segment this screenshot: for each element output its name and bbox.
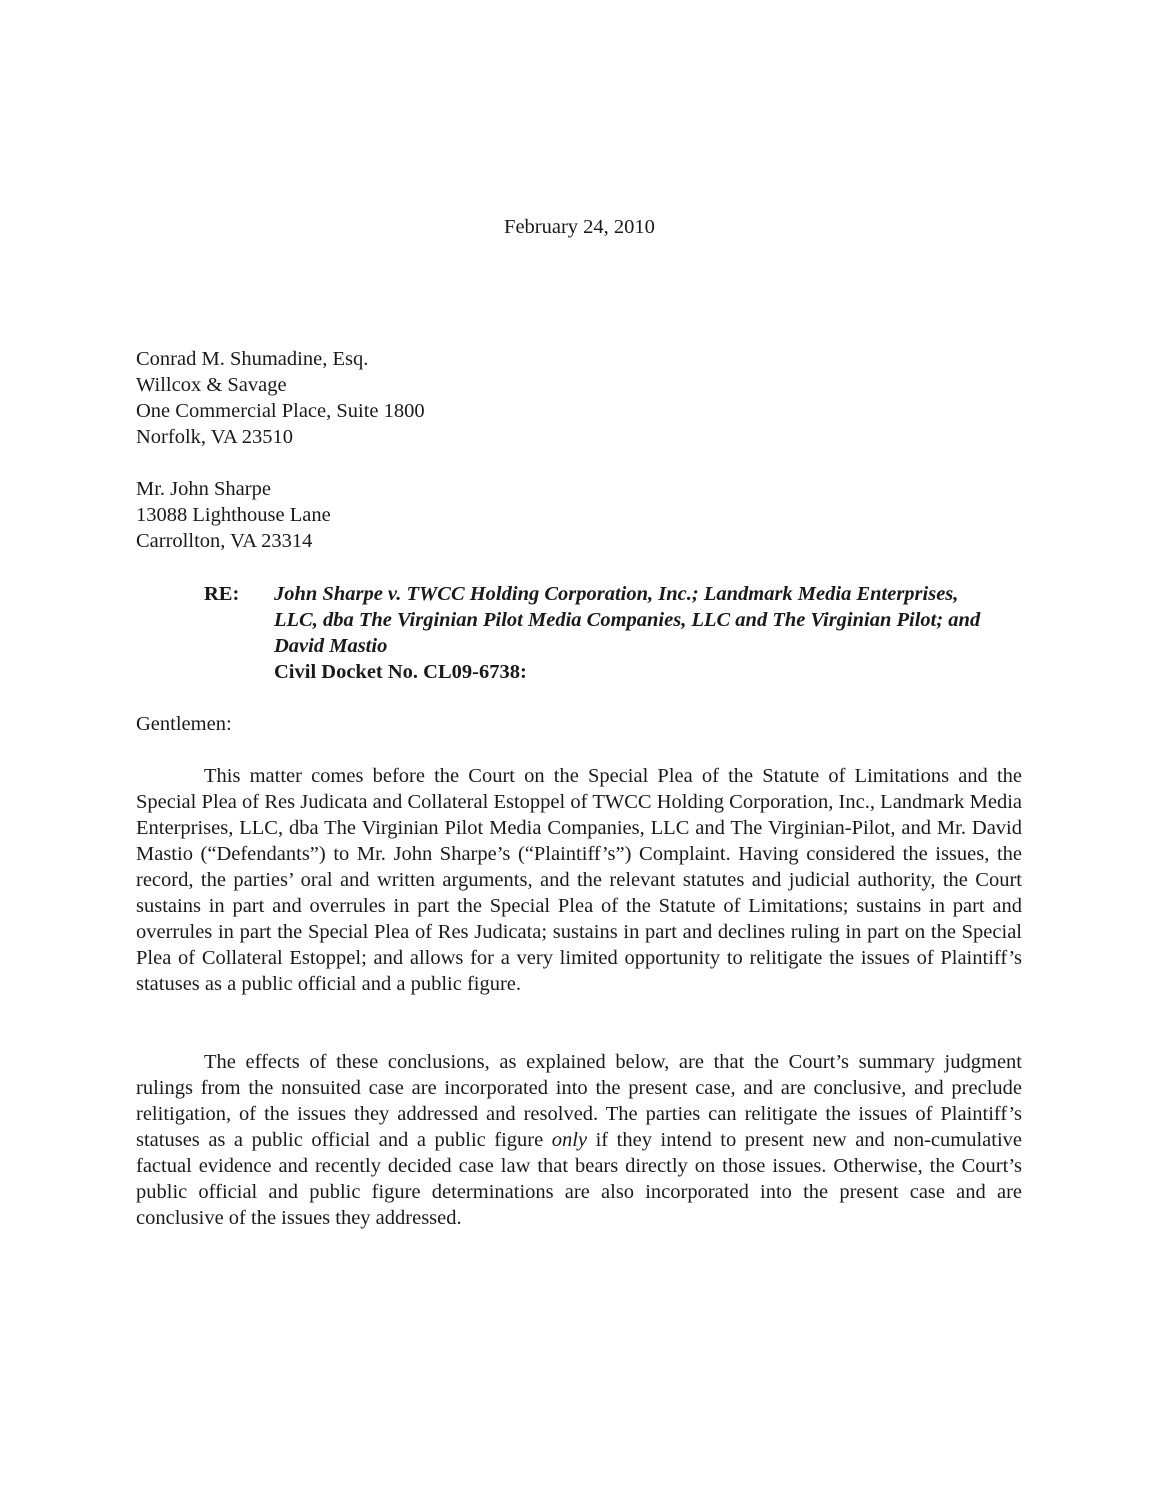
body-paragraph-1: This matter comes before the Court on the Special Plea of the Statute of Limitations and the Special Plea of Res Judicata and Collateral Estoppel of TWCC Holding Corporation, Inc., Landmark Media Enterprises, LLC, dba The Virginian Pilot Media Companies, LLC and The Virginian-Pilot, and Mr. David Mastio (“Defendants”) to Mr. John Sharpe’s (“Plaintiff’s”) Complaint. Having considered the issues, the record, the parties’ oral and written arguments, and the relevant statutes and judicial authority, the Court sustains in part and overrules in part the Special Plea of the Statute of Limitations; sustains in part and overrules in part the Special Plea of Res Judicata; sustains in part and declines ruling in part on the Special Plea of Collateral Estoppel; and allows for a very limited opportunity to relitigate the issues of Plaintiff’s statuses as a public official and a public figure. xyxy=(136,765,1022,995)
recipient-2-line: Mr. John Sharpe xyxy=(136,478,271,500)
case-title: John Sharpe v. TWCC Holding Corporation, Inc.; Landmark Media Enterprises, LLC, dba The Virginian Pilot Media Companies, LLC and The Virginian Pilot; and David Mastio xyxy=(274,583,981,657)
recipient-1-line: Conrad M. Shumadine, Esq. xyxy=(136,348,369,370)
recipient-2-line: Carrollton, VA 23314 xyxy=(136,530,313,552)
recipient-1-line: One Commercial Place, Suite 1800 xyxy=(136,400,425,422)
re-content xyxy=(274,581,1004,685)
salutation: Gentlemen: xyxy=(136,713,232,735)
paragraph-2-emphasis: only xyxy=(551,1129,588,1151)
paragraph-2-text: The effects of these conclusions, as explained below, are that the Court’s summary judgment rulings from the nonsuited case are incorporated into the present case, and are conclusive, and preclude relitigation, of the issues they addressed and resolved. The parties can relitigate the issues of Plaintiff’s statuses as a public official and a public figure xyxy=(136,1051,1022,1151)
letter-date: February 24, 2010 xyxy=(504,216,655,238)
recipient-1-line: Norfolk, VA 23510 xyxy=(136,426,293,448)
docket-number: Civil Docket No. CL09-6738: xyxy=(274,661,527,683)
recipient-address-2 xyxy=(136,476,331,554)
recipient-2-line: 13088 Lighthouse Lane xyxy=(136,504,331,526)
paragraph-2-text-continued: if they intend to present new and non-cumulative factual evidence and recently decided case law that bears directly on those issues. Otherwise, the Court’s public official and public figure determinations are also incorporated into the present case and are conclusive of the issues they addressed. xyxy=(136,1129,1023,1229)
re-label: RE: xyxy=(204,583,240,605)
recipient-address-1 xyxy=(136,346,425,450)
body-paragraph-2 xyxy=(136,1049,1022,1231)
recipient-1-line: Willcox & Savage xyxy=(136,374,287,396)
